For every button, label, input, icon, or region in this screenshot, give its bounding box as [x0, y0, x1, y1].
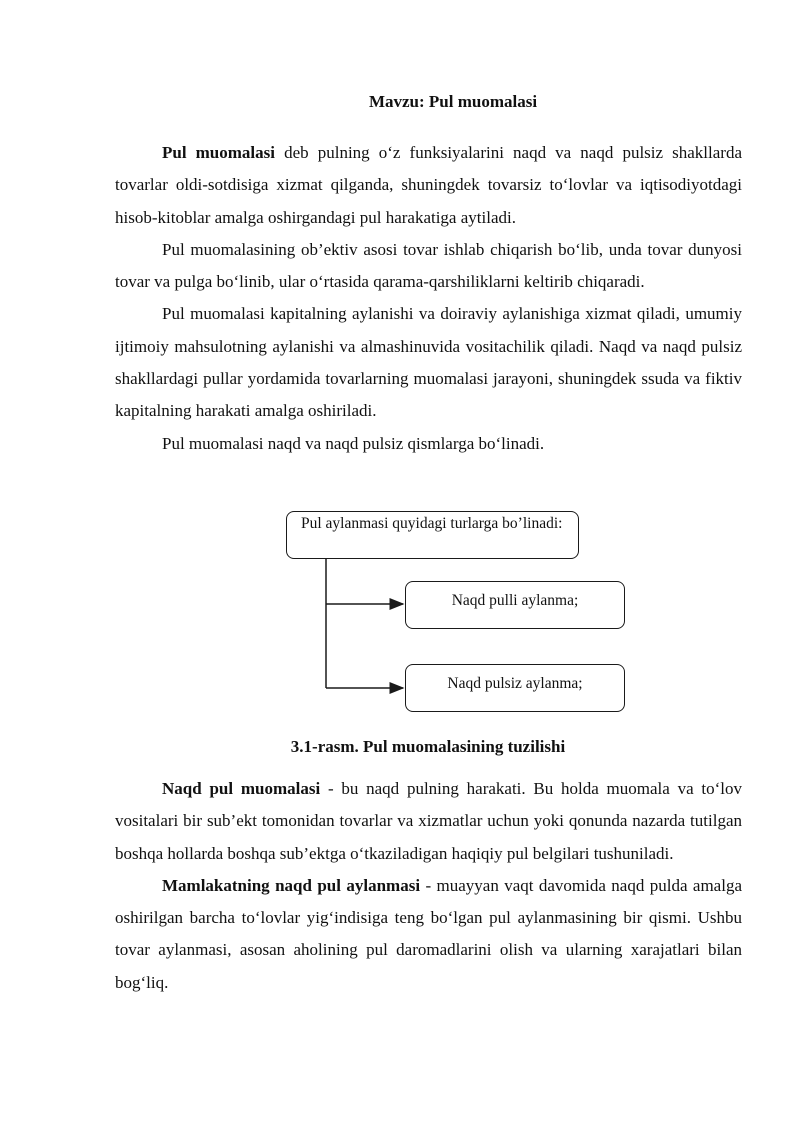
paragraph [115, 234, 742, 299]
paragraph [115, 298, 742, 427]
paragraph [115, 870, 742, 999]
body-text-top [115, 137, 742, 460]
paragraph [115, 428, 742, 460]
paragraph-text: Pul muomalasining ob’ektiv asosi tovar ishlab chiqarish bo‘lib, unda tovar dunyosi tovar va pulga bo‘linib, ular o‘rtasida qarama-qarshiliklarni keltirib chiqaradi. [115, 239, 742, 292]
paragraph-text: - bu naqd pulning harakati. Bu holda muomala va to‘lov vositalari bir sub’ekt tomonidan tovarlar va xizmatlar uchun yoki qonunda nazarda tutilgan boshqa hollarda boshqa sub’ektga o‘tkaziladigan haqiqiy pul belgilari tushuniladi. [115, 779, 742, 863]
term-bold: Mamlakatning naqd pul aylanmasi [162, 875, 421, 895]
paragraph-text: deb pulning o‘z funksiyalarini naqd va naqd pulsiz shakllarda tovarlar oldi-sotdisiga xizmat qilganda, shuningdek tovarsiz to‘lovlar va iqtisodiyotdagi hisob-kitoblar amalga oshirgandagi pul harakatiga aytiladi. [115, 143, 742, 227]
paragraph-text: - muayyan vaqt davomida naqd pulda amalga oshirilgan barcha to‘lovlar yig‘indisiga teng bo‘lgan pul aylanmasining bir qismi. Ushbu tovar aylanmasi, asosan aholining pul daromadlarini olish va ularning xarajatlari bilan bog‘liq. [115, 875, 742, 992]
paragraph [115, 773, 742, 870]
diagram-branch-cash-box: Naqd pulli aylanma; [405, 581, 625, 629]
paragraph [115, 137, 742, 234]
term-bold: Naqd pul muomalasi [162, 779, 321, 798]
paragraph-text: Pul muomalasi kapitalning aylanishi va doiraviy aylanishiga xizmat qiladi, umumiy ijtimoiy mahsulotning aylanishi va almashinuvida vositachilik qiladi. Naqd va naqd pulsiz shakllardagi pullar yordamida tovarlarning muomalasi jarayoni, shuningdek ssuda va fiktiv kapitalning harakati amalga oshiriladi. [115, 304, 742, 421]
page-title: Mavzu: Pul muomalasi [368, 92, 538, 111]
diagram-branch-noncash-box: Naqd pulsiz aylanma; [405, 664, 625, 712]
body-text-bottom [115, 773, 742, 999]
diagram-root-box: Pul aylanmasi quyidagi turlarga bo’linadi: [286, 511, 579, 559]
figure-caption: 3.1-rasm. Pul muomalasining tuzilishi [290, 737, 566, 756]
term-bold: Pul muomalasi [162, 143, 275, 162]
paragraph-text: Pul muomalasi naqd va naqd pulsiz qismlarga bo‘linadi. [162, 433, 545, 453]
